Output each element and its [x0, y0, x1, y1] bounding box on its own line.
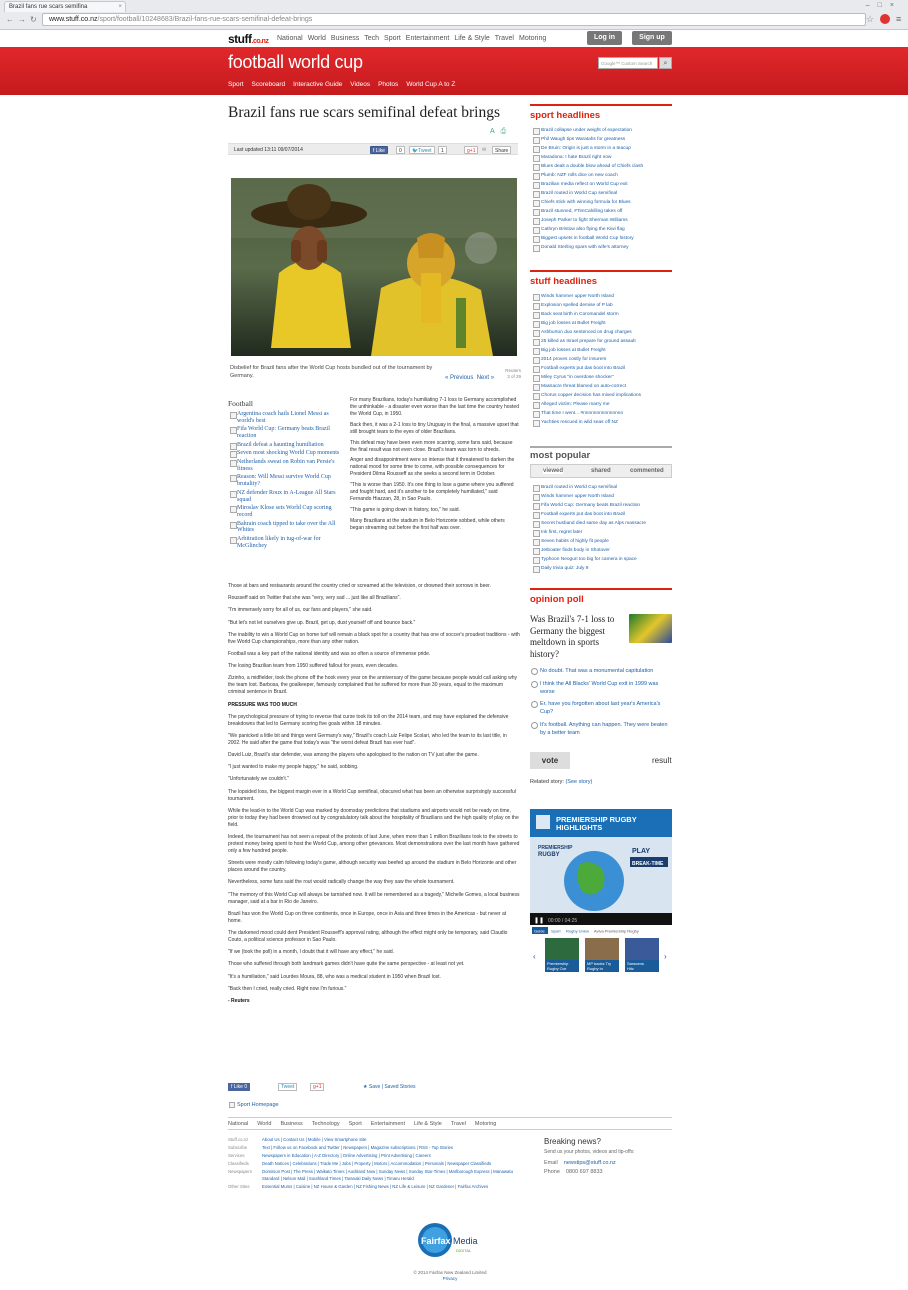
breaking-news-box [544, 1137, 672, 1177]
headline-link[interactable]: Back seat birth in Coromandel storm [533, 310, 673, 319]
video-thumb-label[interactable]: Hitz [627, 966, 634, 971]
article-paragraph: "I'm immensely sorry for all of us, our fans and players," she said. [228, 607, 373, 614]
video-tab[interactable]: Sport [551, 928, 561, 934]
poll-option[interactable]: Er, have you forgotten about last year's America's Cup? [531, 700, 673, 716]
article-paragraph: While the lead-in to the World Cup was marked by doomsday predictions that stadiums and airports would not be ready on time, prior to today they had been drowned out by congratulatory talk about the hospitality of Brazilians and the high quality of play on the field. [228, 807, 519, 828]
like-count: 0 [244, 1084, 248, 1090]
footer-nav-item[interactable]: Travel [450, 1121, 466, 1127]
poll-option[interactable]: It's football. Anything can happen. They were beaten by a better team [531, 721, 673, 737]
article-paragraph: Those who suffered through both landmark games didn't have quite the same perspective - at least not yet. [228, 961, 465, 968]
previous-photo-link[interactable]: « Previous [445, 375, 474, 381]
see-story-link[interactable]: (See story) [565, 779, 593, 785]
opinion-poll-title: opinion poll [530, 588, 672, 605]
headline-link[interactable]: Football experts put das boot into Brazil [533, 364, 673, 373]
window-controls[interactable]: –□× [865, 2, 902, 9]
related-link[interactable]: Brazil defeat a haunting humiliation [230, 442, 345, 449]
article-subheading: PRESSURE WAS TOO MUCH [228, 701, 297, 708]
subnav-item[interactable]: Sport [228, 81, 244, 88]
headline-link[interactable]: Massacre threat blamed on auto-correct [533, 382, 673, 391]
media-text: Media [453, 1236, 478, 1246]
article-paragraph: Back then, it was a 2-1 loss to tiny Uruguay in the final, a massive upset that still brought tears to the eyes of older Brazilians. [350, 421, 519, 435]
headline-link[interactable]: Brazil routed in World Cup semifinal [533, 189, 673, 198]
privacy-link[interactable]: Privacy [442, 1276, 458, 1281]
photo-illustration [231, 178, 517, 356]
video-time: 00:00 / 04:25 [548, 918, 578, 924]
tab-commented[interactable]: commented [630, 468, 664, 474]
headline-link[interactable]: Phil Waugh tips Waratahs for greatness [533, 135, 673, 144]
related-title: Football [228, 399, 254, 408]
breaking-subtitle: Send us your photos, videos and tip-offs: [544, 1149, 635, 1155]
footer-row-label: Subscribe [228, 1145, 248, 1150]
footer-row-links[interactable]: Newspapers in Education | A-Z Directory | Online Advertising | Print Advertising | Careers [262, 1153, 431, 1158]
popular-link[interactable]: Winds hammer upper North Island [533, 492, 673, 501]
footer-nav-item[interactable]: Business [280, 1121, 303, 1127]
tweet-label: Tweet [418, 148, 432, 154]
breaking-phone-row [544, 1168, 672, 1177]
related-link[interactable]: NZ defender Roux in A-League All Stars squad [230, 490, 345, 504]
video-tab[interactable]: Rugby Union [566, 928, 590, 934]
headline-link[interactable]: 25 killed as Israel prepare for ground assault [533, 337, 673, 346]
last-updated: Last updated 13:11 09/07/2014 [234, 147, 303, 153]
headline-link[interactable]: Brazilian media reflect on World Cup exit [533, 180, 673, 189]
article-paragraph: This defeat may have been even more scarring, some fans said, because the final result was not even close. Brazil's team was torn to shreds. [350, 439, 513, 453]
footer-row-links[interactable]: About Us | Contact Us | Mobile | View Smartphone Site [262, 1137, 367, 1142]
section-title[interactable]: football world cup [228, 52, 363, 72]
tweet-button[interactable]: 🐦Tweet [409, 146, 435, 154]
reload-icon[interactable]: ↻ [30, 15, 41, 24]
facebook-like-button[interactable]: f Like [370, 146, 388, 154]
top-nav [277, 35, 551, 42]
phone-number: 0800 697 8833 [565, 1169, 603, 1175]
article-paragraph: Many Brazilians at the stadium in Belo Horizonte sobbed, while others began streaming out before the first half was over. [350, 517, 505, 531]
article-paragraph: "Unfortunately we couldn't." [228, 776, 289, 783]
headline-link[interactable]: Joseph Parker to fight Sherman Williams [533, 216, 673, 225]
subnav-item[interactable]: Interactive Guide [293, 81, 343, 88]
headline-link[interactable]: Cathryn Bristow also flying the Kiwi flag [533, 225, 673, 234]
close-tab-icon[interactable]: × [118, 4, 122, 10]
related-link[interactable]: Bahrain coach tipped to take over the All Whites [230, 521, 345, 535]
headline-link[interactable]: Blues dealt a double blow ahead of Chiefs clash [533, 162, 673, 171]
search-input[interactable]: Google™ Custom Search [598, 57, 658, 69]
most-popular-tabs [530, 464, 672, 478]
headline-link[interactable]: Alleged victim: Please marry me [533, 400, 673, 409]
related-story-label: Related story: [530, 779, 564, 785]
related-link[interactable]: Miroslav Klose sets World Cup scoring record [230, 505, 345, 519]
video-player[interactable] [530, 809, 672, 975]
copyright [380, 1270, 520, 1282]
next-photo-link[interactable]: Next » [476, 375, 495, 381]
footer-row-links[interactable]: Text | Follow us on Facebook and Twitter | Newspapers | Magazine subscriptions | RSS - Top Stories [262, 1145, 454, 1150]
video-graphic [530, 809, 672, 975]
popular-link[interactable]: Brazil routed in World Cup semifinal [533, 483, 673, 492]
sport-headlines-title: sport headlines [530, 104, 672, 121]
headline-link[interactable]: Ashburton duo sentenced on drug charges [533, 328, 673, 337]
fairfax-logo-graphic [415, 1222, 485, 1262]
article-paragraph: "But let's not let ourselves give up. Brazil, get up, dust yourself off and bounce back." [228, 619, 416, 626]
digital-text: DIGITAL [456, 1248, 472, 1253]
headline-link[interactable]: Brazil stunned, #TimCahilling takes off [533, 207, 673, 216]
phone-label: Phone [544, 1169, 560, 1175]
article-paragraph: "Back then I cried, really cried. Right now I'm furious." [228, 985, 347, 992]
email-label: Email [544, 1160, 558, 1166]
popular-link[interactable]: Ink first, regret later [533, 528, 673, 537]
article-paragraph: "If we (took the poll) in a month, I doubt that it will have any effect," he said. [228, 949, 395, 956]
stuff-headlines-list [533, 292, 673, 427]
stuff-headlines-title: stuff headlines [530, 270, 672, 287]
popular-link[interactable]: Typhoon Neoguri too big for camera in space [533, 555, 673, 564]
address-bar[interactable] [42, 13, 866, 26]
email-link[interactable]: newstips@stuff.co.nz [563, 1160, 616, 1166]
article-paragraph: The losing Brazilian team from 1950 suffered fallout for years, even decades. [228, 663, 399, 670]
tweet-button[interactable]: Tweet [278, 1083, 297, 1091]
google-plus-button[interactable]: g+1 [310, 1083, 324, 1091]
tweet-count: 1 [438, 146, 447, 154]
article-paragraph: "This is worse than 1950. It's one thing to lose a game where you suffered and fought hard, and it's another to be completely humiliated," said Fernando Hiazzan, 28, in Sao Paulo. [350, 482, 514, 503]
footer-row [228, 1145, 528, 1152]
save-star-icon: ★ [363, 1084, 368, 1090]
top-nav-item[interactable]: Business [330, 35, 360, 42]
article-intro-column [350, 397, 520, 536]
article-paragraph: Anger and disappointment were so intense that it threatened to darken the national mood for some time to come, with possible consequences for President Dilma Rousseff as she seeks a second term in October. [350, 457, 515, 478]
footer-row-links[interactable]: Death Notices | Celebrations | Trade Me | Jobs | Property | Motors | Accommodation | Personals | Newspaper Classifieds [262, 1161, 492, 1166]
sport-headlines-list [533, 126, 673, 252]
most-popular-title: most popular [530, 446, 672, 461]
url-host: www.stuff.co.nz [49, 16, 98, 23]
video-prev-icon[interactable]: ‹ [533, 952, 536, 961]
poll-option[interactable]: I think the All Blacks' World Cup exit in 1999 was worse [531, 680, 673, 696]
like-count: 0 [396, 146, 405, 154]
article-headline: Brazil fans rue scars semifinal defeat brings [228, 104, 501, 121]
share-bar [228, 143, 518, 155]
footer-nav-item[interactable]: National [228, 1121, 249, 1127]
article-paragraph: "I just wanted to make my people happy," he said, sobbing. [228, 764, 359, 771]
headline-link[interactable]: Chiefs stick with winning formula for Blues [533, 198, 673, 207]
login-button[interactable]: Log in [587, 31, 622, 45]
footer-nav-item[interactable]: World [257, 1121, 272, 1127]
back-icon[interactable]: ← [6, 15, 18, 24]
footer-row-label: Stuff.co.nz [228, 1137, 249, 1142]
video-thumb-label[interactable]: Rugby Our [547, 966, 567, 971]
extension-icon[interactable] [880, 14, 890, 24]
related-link[interactable]: Netherlands sweat on Robin van Persie's fitness [230, 459, 345, 473]
related-link[interactable]: Seven most shocking World Cup moments [230, 450, 345, 457]
popular-link[interactable]: Jetboater finds body in Shotover [533, 546, 673, 555]
subnav-item[interactable]: Scoreboard [251, 81, 286, 88]
article-paragraph: The lopsided loss, the biggest margin ever in a World Cup semifinal, obscured what has been an otherwise surprisingly successful tournament. [228, 788, 516, 802]
article-paragraph: The psychological pressure of trying to reverse that curse took its toll on the 2014 team, and may have explained the defensive breakdowns that led to Germany scoring five goals within 18 minutes. [228, 713, 509, 727]
video-break-text: BREAK-TIME [632, 861, 664, 867]
article-paragraph: For many Brazilians, today's humiliating 7-1 loss to Germany accomplished the unthinkable - a disaster even worse than the last time the country hosted the World Cup, in 1950. [350, 397, 519, 417]
headline-link[interactable]: That time I went... #nnnnnnnnnnnnnnn [533, 409, 673, 418]
like-label: Like [233, 1084, 243, 1090]
headline-link[interactable]: Maradona: I hate Brazil right now [533, 153, 673, 162]
like-label: Like [375, 148, 385, 154]
video-thumb-label[interactable]: Premiership [547, 961, 569, 966]
article-paragraph: David Luiz, Brazil's star defender, was among the players who apologised to the nation on TV just after the game. [228, 752, 479, 759]
article-paragraph: Brazil has won the World Cup on three continents, once in Europe, once in Asia and three times in the Americas - but never at home. [228, 910, 507, 924]
footer-row-label: Classifieds [228, 1161, 249, 1166]
video-title-line: HIGHLIGHTS [556, 823, 603, 832]
footer-row-label: Services [228, 1153, 245, 1158]
video-next-icon[interactable]: › [664, 952, 667, 961]
stuff-logo[interactable] [228, 32, 268, 46]
google-plus-button[interactable]: g+1 [464, 146, 478, 154]
browser-chrome [0, 0, 908, 30]
footer-row [228, 1153, 528, 1160]
footer-nav-item[interactable]: Sport [348, 1121, 362, 1127]
video-thumb-label[interactable]: Rugby in [587, 966, 603, 971]
footer-row [228, 1137, 528, 1144]
video-tab[interactable]: Aviva Premiership Rugby [594, 928, 639, 934]
tab-shared[interactable]: shared [591, 468, 611, 474]
video-title-line: PREMIERSHIP RUGBY [556, 815, 637, 824]
article-paragraph: Streets were mostly calm following today's game, although security was beefed up around the stadium in Belo Horizonte and other places around the country. [228, 860, 517, 874]
top-nav-item[interactable]: World [307, 35, 326, 42]
sport-home-icon [229, 1102, 235, 1108]
fairfax-media-logo[interactable] [415, 1222, 485, 1262]
popular-link[interactable]: Daily trivia quiz: July 9 [533, 564, 673, 573]
footer-row-links[interactable]: Dominion Post | The Press | Waikato Times | Auckland Now | Sunday News | Sunday Star-Times | Marlborough Express | Manawatu Standard | Nelson Mail | Southland Times | Taranaki Daily News | Timaru Herald [262, 1169, 514, 1181]
headline-link[interactable]: Winds hammer upper North Island [533, 292, 673, 301]
article-source: - Reuters [228, 997, 250, 1004]
share-button[interactable]: Share [492, 146, 511, 154]
article-paragraph: Football was a key part of the national identity and was so often a source of immense pride. [228, 650, 431, 657]
text-size-icon[interactable]: A [490, 128, 501, 135]
video-brand: RUGBY [538, 852, 560, 858]
article-paragraph: Those at bars and restaurants around the country cried or screamed at the television, or drowned their sorrows in beer. [228, 583, 491, 589]
tab-title: Brazil fans rue scars semifina [9, 4, 88, 10]
top-nav-item[interactable]: Entertainment [405, 35, 450, 42]
photo-nav [445, 375, 494, 381]
footer-nav-item[interactable]: Motoring [474, 1121, 497, 1127]
footer-links [228, 1137, 528, 1192]
article-tools [490, 128, 512, 136]
save-label: Save | Saved Stories [368, 1084, 416, 1090]
result-link[interactable]: result [652, 756, 672, 765]
top-nav-item[interactable]: Motoring [519, 35, 547, 42]
footer-row [228, 1184, 528, 1191]
forward-icon[interactable]: → [18, 15, 30, 24]
video-play-icon[interactable]: ❚❚ [534, 918, 545, 924]
email-icon[interactable]: ✉ [482, 147, 487, 153]
copyright-text: © 2014 Fairfax New Zealand Limited [413, 1270, 487, 1275]
headline-link[interactable]: Miley Cyrus "in overdose shocker" [533, 373, 673, 382]
tab-viewed[interactable]: viewed [543, 468, 564, 474]
fairfax-text: Fairfax [421, 1236, 451, 1246]
headline-link[interactable]: De Bruin: Origin is just a storm in a teacup [533, 144, 673, 153]
popular-link[interactable]: Fifa World Cup: Germany beats Brazil reaction [533, 501, 673, 510]
poll-options [531, 667, 673, 741]
footer-nav-item[interactable]: Life & Style [414, 1121, 442, 1127]
poll-image [629, 614, 672, 643]
facebook-like-button[interactable]: f Like 0 [228, 1083, 250, 1091]
video-play-text: PLAY [632, 848, 651, 855]
browser-tab[interactable] [4, 1, 126, 12]
article-paragraph: Nevertheless, some fans said the rout would radically change the way they saw the whole tournament. [228, 879, 455, 886]
article-paragraph: Zizinho, a midfielder, took the phone off the hook every year on the anniversary of the game because people would call asking why the team lost. Barbosa, the goalkeeper, famously complained that he suffered for more than 30 years, equal to the maximum criminal sentence in Brazil. [228, 675, 517, 696]
top-nav-item[interactable]: National [277, 35, 303, 42]
breaking-email-row [544, 1159, 672, 1168]
poll-option[interactable]: No doubt. That was a monumental capitulation [531, 667, 673, 675]
article-body [228, 583, 520, 1010]
related-link[interactable]: Reason: Will Messi survive World Cup brutality? [230, 474, 345, 488]
footer-nav-item[interactable]: Entertainment [370, 1121, 406, 1127]
bottom-share-bar [228, 1083, 428, 1093]
headline-link[interactable]: Plumb: NZF rolls dice on new coach [533, 171, 673, 180]
bookmark-star-icon[interactable]: ☆ [866, 14, 875, 24]
popular-link[interactable]: Seven habits of highly fit people [533, 537, 673, 546]
top-nav-item[interactable]: Life & Style [454, 35, 490, 42]
article-paragraph: Rousseff said on Twitter that she was "very, very sad ... just like all Brazilians". [228, 595, 401, 602]
headline-link[interactable]: Big job losses at Bullet Freight [533, 319, 673, 328]
footer-nav [228, 1117, 672, 1130]
photo-caption: Disbelief for Brazil fans after the World Cup hosts bundled out of the tournament by Germany. [230, 365, 433, 379]
headline-link[interactable]: Chorus copper decision has mixed implications [533, 391, 673, 400]
headline-link[interactable]: 2014 proves costly for insurers [533, 355, 673, 364]
top-nav-item[interactable]: Sport [384, 35, 401, 42]
article-photo[interactable] [231, 178, 517, 356]
photo-counter: 3 of 29 [507, 374, 521, 379]
related-link[interactable]: Argentina coach hails Lionel Messi as world's best [230, 411, 345, 425]
video-tab[interactable]: Guide [534, 928, 545, 934]
related-link[interactable]: Fifa World Cup: Germany beats Brazil reaction [230, 426, 345, 440]
logo-text: stuff [228, 32, 252, 46]
nav-buttons[interactable] [6, 15, 41, 24]
menu-icon[interactable]: ≡ [896, 14, 902, 24]
video-brand: PREMIERSHIP [538, 845, 573, 851]
photo-credit [505, 368, 521, 380]
headline-link[interactable]: Biggest upsets in football World Cup history [533, 234, 673, 243]
headline-link[interactable]: Big job losses at Bullet Freight [533, 346, 673, 355]
print-icon[interactable]: ⎙ [500, 128, 513, 135]
top-nav-item[interactable]: Travel [494, 35, 514, 42]
save-stories-link[interactable] [363, 1084, 415, 1090]
popular-link[interactable]: Football experts put das boot into Brazil [533, 510, 673, 519]
subnav-item[interactable]: World Cup A to Z [406, 81, 456, 88]
article-paragraph: "We panicked a little bit and things went Germany's way," Brazil's coach Luiz Felipe Scolari, who led the team to its last title, in 2002. He said after the game that today's was "the worst defeat Brazil has ever had". [228, 732, 507, 746]
video-thumb-label[interactable]: Saracens [627, 961, 644, 966]
headline-link[interactable]: Yachties rescued in wild seas off NZ [533, 418, 673, 427]
logo-tld: .co.nz [251, 38, 269, 45]
signup-button[interactable]: Sign up [632, 31, 672, 45]
subnav-item[interactable]: Photos [378, 81, 399, 88]
section-subnav [228, 81, 463, 88]
search-icon[interactable]: ⌕ [659, 57, 672, 69]
breaking-title: Breaking news? [544, 1137, 601, 1146]
headline-link[interactable]: Donald Sterling spars with wife's attorney [533, 243, 673, 252]
most-popular-list [533, 483, 673, 573]
sport-homepage-link[interactable]: Sport Homepage [237, 1102, 279, 1108]
article-paragraph: The inability to win a World Cup on home turf will remain a black spot for a country that has one of soccer's proudest traditions - with five World Cup championships, more than any other nation. [228, 631, 520, 645]
article-paragraph: "This game is going down in history, too," he said. [350, 506, 460, 513]
subnav-item[interactable]: Videos [350, 81, 371, 88]
footer-row-label: Newspapers [228, 1169, 252, 1174]
headline-link[interactable]: Brazil collapse under weight of expectation [533, 126, 673, 135]
top-nav-item[interactable]: Tech [364, 35, 380, 42]
related-links [230, 411, 345, 551]
url-path: /sport/football/10248683/Brazil-fans-rue-scars-semifinal-defeat-brings [97, 16, 313, 23]
footer-row [228, 1169, 528, 1182]
photo-source: Reuters [505, 368, 521, 373]
article-paragraph: The darkened mood could dent President Rousseff's approval rating, although the effect might only be temporary, said Claudio Couto, a political science professor in Sao Paulo. [228, 929, 508, 943]
article-paragraph: Indeed, the tournament has not seen a repeat of the protests of last June, when more than 1 million Brazilians took to the streets to protest money being spent to host the World Cup, among other grievances. Most demonstrations over the last month have gathered only a few hundred people. [228, 834, 520, 854]
vote-button[interactable]: vote [530, 752, 570, 769]
footer-row-label: Other Sites [228, 1183, 250, 1189]
related-link[interactable]: Arbitration likely in tug-of-war for McGlinchey [230, 536, 345, 550]
footer-row [228, 1161, 528, 1168]
headline-link[interactable]: Explosion spelled demise of P lab [533, 301, 673, 310]
popular-link[interactable]: Secret husband died same day as Alps massacre [533, 519, 673, 528]
article-paragraph: "The memory of this World Cup will always be tarnished now. It will be remembered as a tragedy," Michelle Gomes, a local business manager, said at a bar in Rio de Janeiro. [228, 891, 520, 905]
footer-nav-item[interactable]: Technology [311, 1121, 340, 1127]
video-thumb-label[interactable]: MP backs Try [587, 961, 612, 966]
article-paragraph: "It's a humiliation," said Lourdes Moura, 88, who was a medical student in 1950 when Brazil lost. [228, 973, 441, 980]
footer-row-links[interactable]: Essential Mums | Cuisine | NZ House & Garden | NZ Fishing News | NZ Life & Leisure | NZ Gardener | Fairfax Archives [262, 1183, 489, 1189]
related-story [530, 779, 592, 785]
poll-question: Was Brazil's 7-1 loss to Germany the biggest meltdown in sports history? [530, 614, 615, 659]
